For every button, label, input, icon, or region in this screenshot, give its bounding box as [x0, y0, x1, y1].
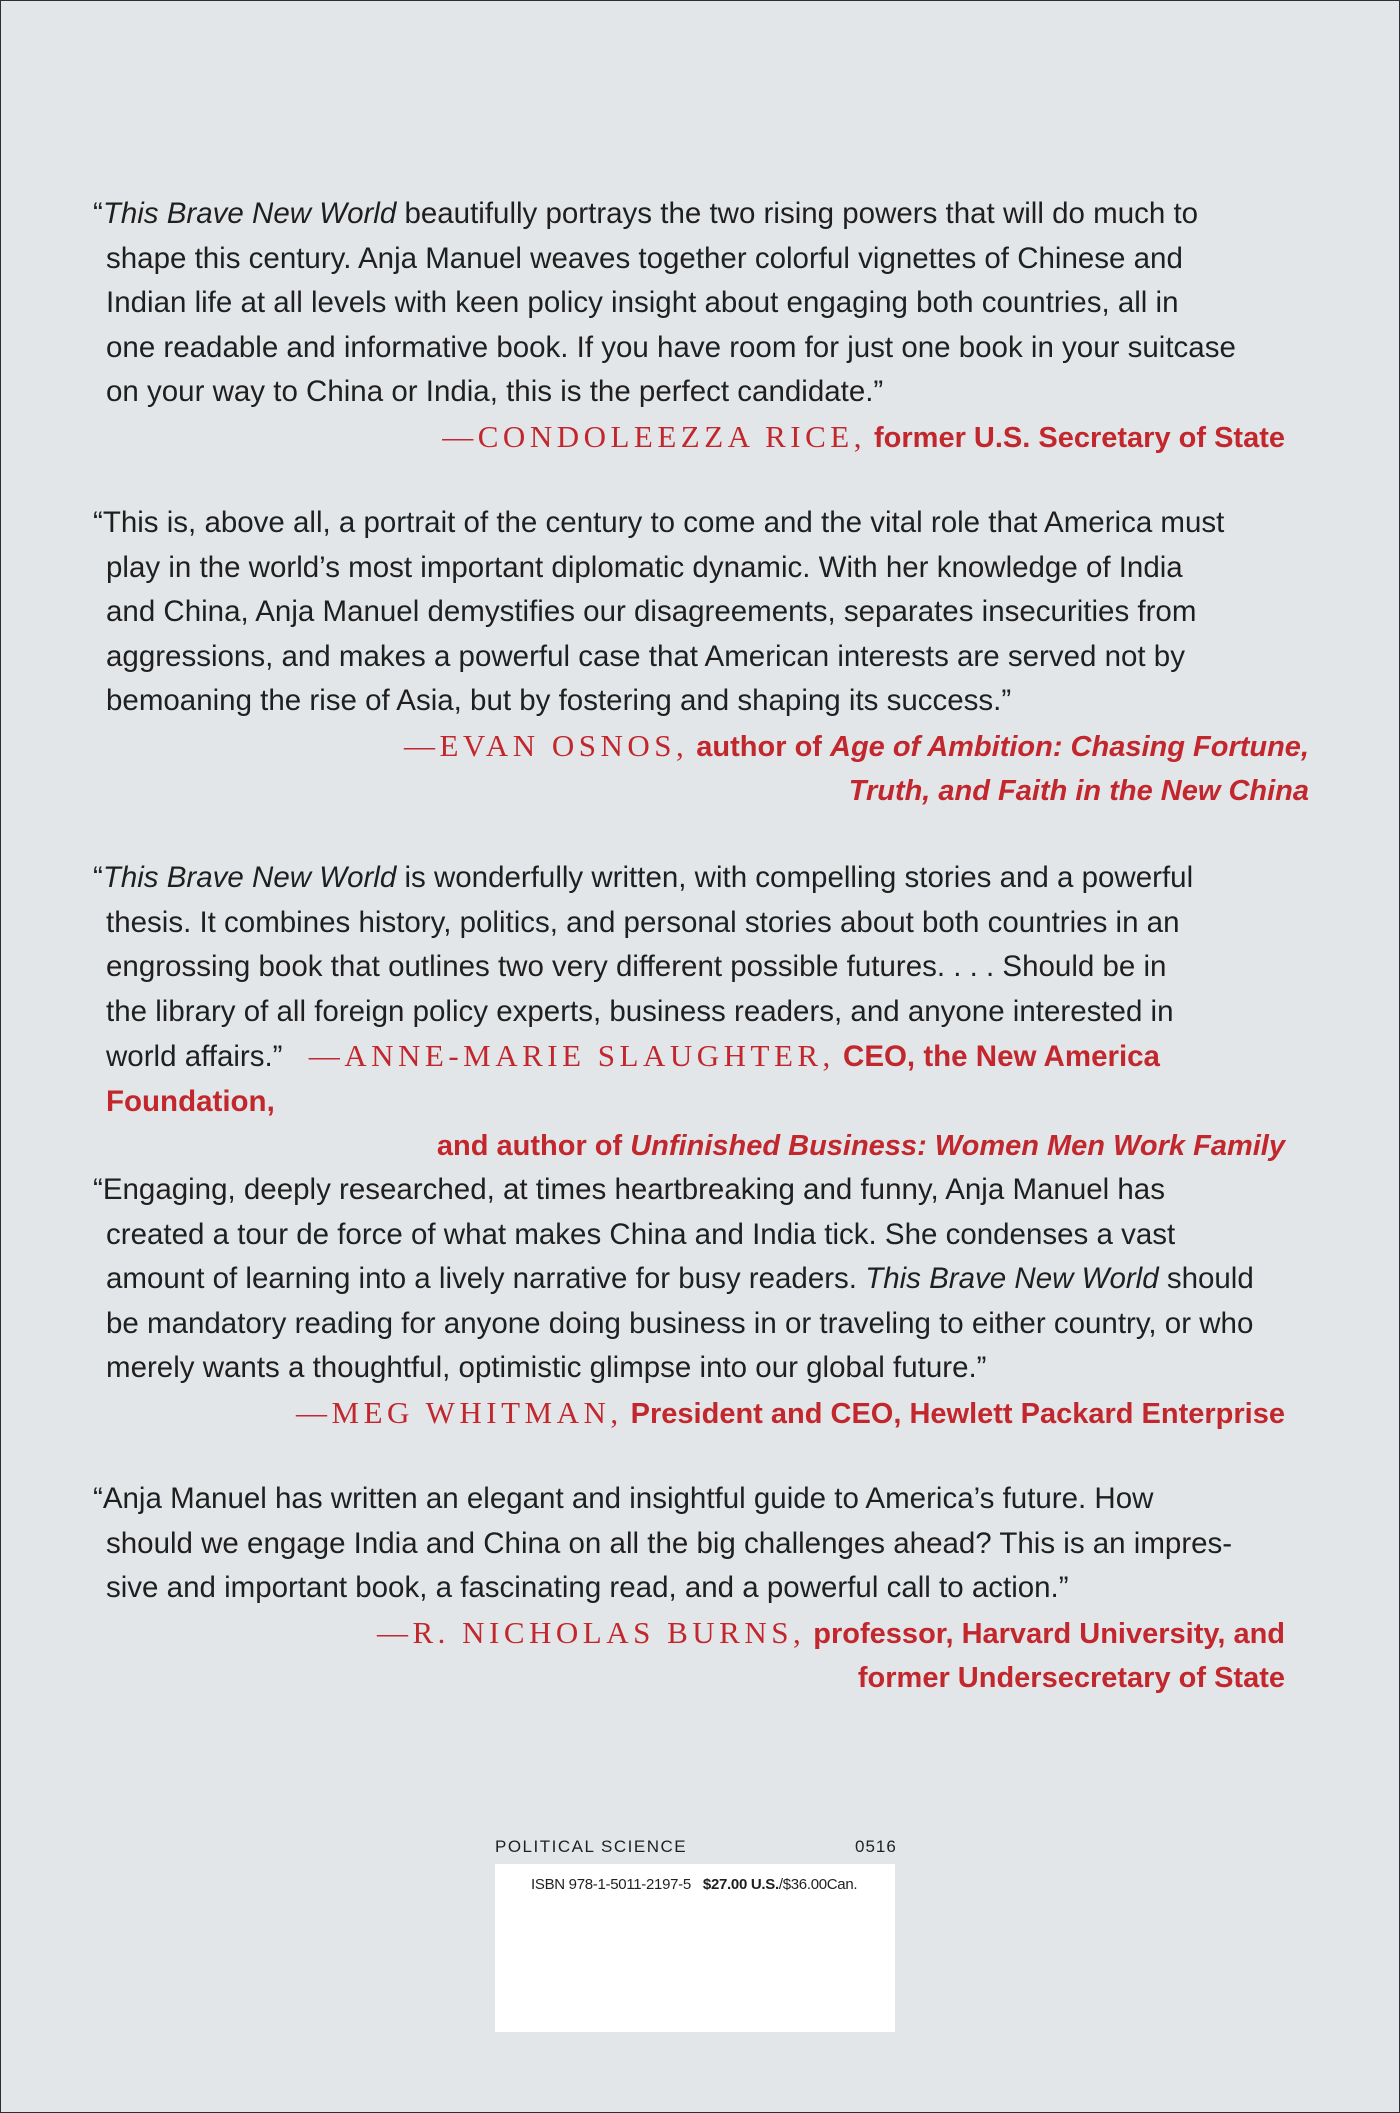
attribution-role: professor, Harvard University, and	[805, 1617, 1285, 1650]
category-label: POLITICAL SCIENCE	[495, 1837, 688, 1856]
text-line: “Anja Manuel has written an elegant and insightful guide to America’s future. How	[93, 1482, 1154, 1515]
text-line: beautifully portrays the two rising powers that will do much to	[396, 197, 1199, 230]
isbn-price-line	[531, 1876, 857, 1893]
attribution	[117, 724, 1309, 814]
attribution-role: former Undersecretary of State	[857, 1662, 1285, 1694]
attribution	[93, 415, 1285, 461]
attribution-role: and author of	[436, 1130, 631, 1162]
blurb-burns	[93, 1477, 1293, 1701]
text-line: play in the world’s most important diplomatic dynamic. With her knowledge of India	[106, 550, 1183, 584]
text-line: merely wants a thoughtful, optimistic glimpse into our global future.”	[106, 1351, 987, 1384]
blurb-text	[93, 501, 1298, 724]
attribution-role: former U.S. Secretary of State	[865, 421, 1285, 454]
blurb-whitman	[93, 1168, 1293, 1436]
category-code: 0516	[855, 1837, 897, 1856]
text-line: the library of all foreign policy experts, business readers, and anyone interested in	[106, 994, 1174, 1028]
barcode-box	[495, 1864, 895, 2032]
attribution-book-title: Unfinished Business: Women Men Work Family	[630, 1130, 1285, 1162]
text-line: aggressions, and makes a powerful case that American interests are served not by	[106, 639, 1185, 673]
attribution-role: author of	[688, 730, 830, 763]
text-line: world affairs.”	[106, 1040, 283, 1073]
attribution	[93, 1611, 1285, 1701]
attribution-name: —ANNE-MARIE SLAUGHTER,	[308, 1038, 835, 1073]
attribution-name: —CONDOLEEZZA RICE,	[442, 418, 866, 454]
text-line: “This is, above all, a portrait of the century to come and the vital role that America must	[93, 506, 1225, 539]
text-line: one readable and informative book. If you have room for just one book in your suitcase	[106, 330, 1236, 364]
text-line: should	[1158, 1262, 1254, 1295]
text-line: be mandatory reading for anyone doing business in or traveling to either country, or who	[106, 1306, 1254, 1340]
book-title: This Brave New World	[865, 1262, 1159, 1295]
text-line: Indian life at all levels with keen policy insight about engaging both countries, all in	[106, 286, 1179, 319]
blurb-text	[93, 192, 1298, 415]
text-line: thesis. It combines history, politics, and personal stories about both countries in an	[106, 905, 1180, 939]
book-title: This Brave New World	[102, 197, 397, 230]
attribution-role: CEO, the New America Foundation,	[106, 1040, 1160, 1118]
blurb-text	[93, 1168, 1298, 1391]
text-line: bemoaning the rise of Asia, but by fostering and shaping its success.”	[106, 684, 1012, 717]
blurb-text	[93, 856, 1298, 1124]
text-line: engrossing book that outlines two very different possible futures. . . . Should be in	[106, 950, 1167, 983]
text-line: amount of learning into a lively narrative for busy readers.	[106, 1262, 866, 1295]
attribution-role: President and CEO, Hewlett Packard Enterprise	[622, 1397, 1285, 1430]
blurb-osnos	[93, 501, 1309, 814]
attribution-name: —MEG WHITMAN,	[296, 1394, 623, 1430]
quote-open: “	[93, 861, 103, 894]
text-line: “Engaging, deeply researched, at times heartbreaking and funny, Anja Manuel has	[93, 1173, 1165, 1206]
blurb-slaughter	[93, 856, 1293, 1169]
attribution-name: —R. NICHOLAS BURNS,	[376, 1614, 806, 1650]
book-title: This Brave New World	[102, 861, 397, 894]
category-row	[495, 1837, 895, 1857]
text-line: sive and important book, a fascinating read, and a powerful call to action.”	[106, 1571, 1069, 1604]
quote-open: “	[93, 197, 103, 230]
blurb-rice	[93, 192, 1293, 460]
attribution-book-title: Age of Ambition: Chasing Fortune,	[830, 730, 1309, 763]
text-line: and China, Anja Manuel demystifies our disagreements, separates insecurities from	[106, 595, 1197, 628]
text-line: on your way to China or India, this is the perfect candidate.”	[106, 375, 884, 408]
attribution-book-title: Truth, and Faith in the New China	[848, 775, 1309, 807]
price-can: /$36.00Can.	[778, 1876, 858, 1893]
attribution-continued	[93, 1124, 1285, 1169]
attribution	[93, 1391, 1285, 1437]
text-line: created a tour de force of what makes China and India tick. She condenses a vast	[106, 1217, 1176, 1251]
text-line: shape this century. Anja Manuel weaves together colorful vignettes of Chinese and	[106, 241, 1183, 275]
isbn: ISBN 978-1-5011-2197-5	[531, 1876, 691, 1893]
price-us: $27.00 U.S.	[702, 1876, 779, 1893]
text-line: should we engage India and China on all the big challenges ahead? This is an impres-	[106, 1526, 1233, 1560]
blurb-text	[93, 1477, 1298, 1611]
attribution-name: —EVAN OSNOS,	[403, 727, 689, 763]
text-line: is wonderfully written, with compelling stories and a powerful	[396, 861, 1194, 894]
